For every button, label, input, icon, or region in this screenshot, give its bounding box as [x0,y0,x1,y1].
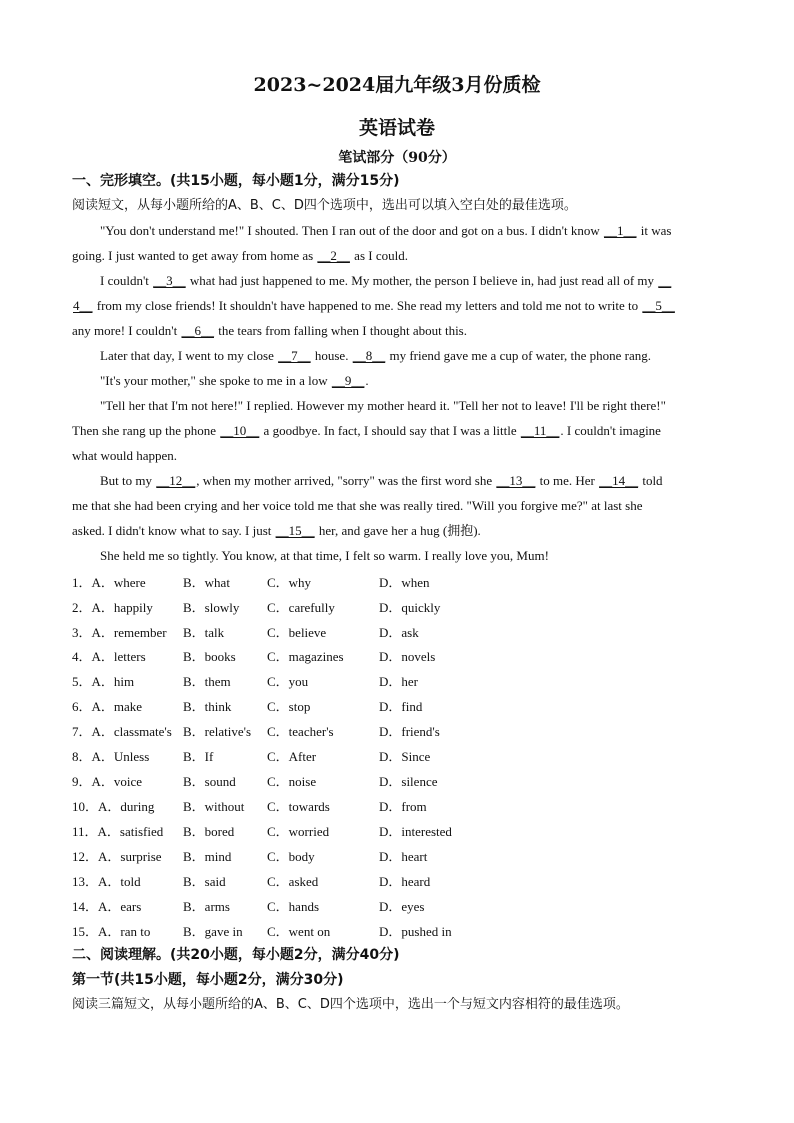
subject-title: 英语试卷 [358,117,435,139]
passage-line: any more! I couldn't __6__ the tears from falling when I thought about this. [72,323,467,338]
option-row: 13．A．told B．said C．asked D．heard [72,874,431,889]
blank-3: __3__ [153,273,186,288]
blank-15: __15__ [275,523,315,538]
blank-6: __6__ [181,323,214,338]
part1-heading: 一、完形填空。(共15小题，每小题1分，满分15分) [72,173,400,189]
passage-line: 4__ from my close friends! It shouldn't have happened to me. She read my letters and told me not to write to __5__ [73,298,675,313]
passage-line: But to my __12__, when my mother arrived, "sorry" was the first word she __13__ to me. Her __14__ told [100,473,663,488]
passage-line: She held me so tightly. You know, at that time, I felt so warm. I really love you, Mum! [100,548,549,563]
blank-4: 4__ [73,298,93,313]
option-row: 8．A．Unless B．If C．After D．Since [72,749,431,764]
passage-line: Then she rang up the phone __10__ a goodbye. In fact, I should say that I was a little __11__. I couldn't imagine [72,423,661,438]
passage-line: I couldn't __3__ what had just happened to me. My mother, the person I believe in, had just read all of my __ [100,273,672,288]
passage-line: asked. I didn't know what to say. I just __15__ her, and gave her a hug (拥抱). [72,523,481,538]
blank-9: __9__ [331,373,365,388]
blank-4-start: __ [658,273,672,288]
part2-section1-heading: 第一节(共15小题，每小题2分，满分30分) [72,972,344,988]
option-row: 5．A．him B．them C．you D．her [72,674,418,689]
blank-1: __1__ [603,223,637,238]
option-row: 1．A．where B．what C．why D．when [72,575,430,590]
option-row: 6．A．make B．think C．stop D．find [72,699,423,714]
blank-7: __7__ [278,348,311,363]
exam-title: 2023~2024届九年级3月份质检 [253,74,541,96]
passage-line: "It's your mother," she spoke to me in a low __9__. [100,373,369,388]
option-row: 10．A．during B．without C．towards D．from [72,799,427,814]
option-row: 3．A．remember B．talk C．believe D．ask [72,625,419,640]
passage-line: Later that day, I went to my close __7__ house. __8__ my friend gave me a cup of water, the phone rang. [100,348,652,363]
part2-heading: 二、阅读理解。(共20小题，每小题2分，满分40分) [72,947,400,963]
blank-8: __8__ [352,348,386,363]
passage-line: what would happen. [72,448,178,463]
option-row: 9．A．voice B．sound C．noise D．silence [72,774,438,789]
passage-line: "Tell her that I'm not here!" I replied. However my mother heard it. "Tell her not to leave! I'll be right there!" [100,398,666,413]
blank-14: __14__ [599,473,639,488]
option-row: 4．A．letters B．books C．magazines D．novels [72,649,436,664]
option-row: 12．A．surprise B．mind C．body D．heart [72,849,428,864]
option-row: 15．A．ran to B．gave in C．went on D．pushed in [72,924,452,939]
passage-line: going. I just wanted to get away from home as __2__ as I could. [72,248,408,263]
option-row: 2．A．happily B．slowly C．carefully D．quickly [72,600,441,615]
blank-12: __12__ [156,473,196,488]
blank-5: __5__ [642,298,675,313]
blank-10: __10__ [220,423,260,438]
passage-line: me that she had been crying and her voice told me that she was really tired. "Will you forgive me?" at last she [72,498,643,513]
passage-line: "You don't understand me!" I shouted. Then I ran out of the door and got on a bus. I didn't know __1__ it was [100,223,672,238]
blank-11: __11__ [520,423,560,438]
part1-instruction: 阅读短文，从每小题所给的A、B、C、D四个选项中，选出可以填入空白处的最佳选项。 [72,198,577,213]
blank-2: __2__ [317,248,350,263]
part2-instruction: 阅读三篇短文，从每小题所给的A、B、C、D四个选项中，选出一个与短文内容相符的最佳选项。 [72,997,629,1012]
option-row: 11．A．satisfied B．bored C．worried D．interested [72,824,452,839]
blank-13: __13__ [496,473,536,488]
option-row: 7．A．classmate's B．relative's C．teacher's D．friend's [72,724,440,739]
written-section-title: 笔试部分（90分） [338,150,456,166]
option-row: 14．A．ears B．arms C．hands D．eyes [72,899,425,914]
